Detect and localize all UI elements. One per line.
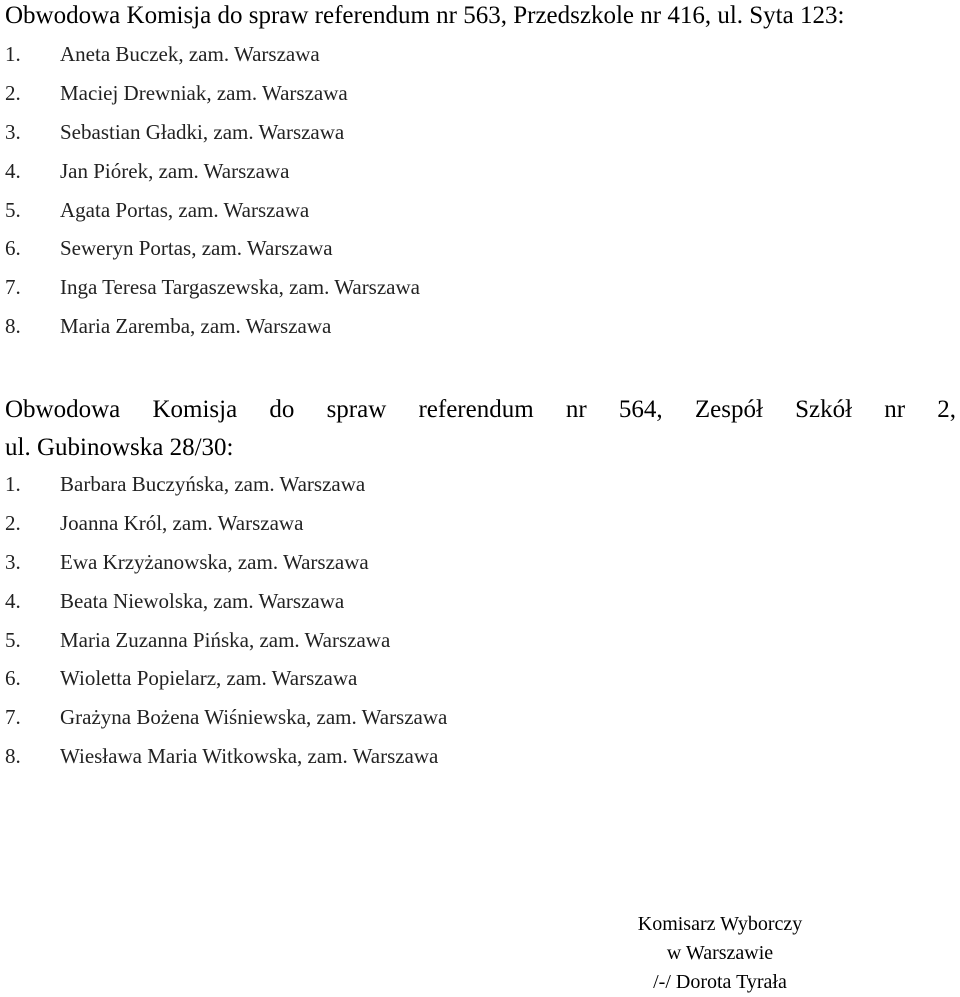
signature-signed: /-/ Dorota Tyrała [653, 971, 787, 993]
member-name: Inga Teresa Targaszewska, zam. Warszawa [60, 275, 420, 300]
list-number: 5. [5, 627, 21, 652]
signature-location: w Warszawie [666, 942, 774, 964]
committee-564-heading-line2: ul. Gubinowska 28/30: [5, 434, 234, 461]
list-number: 1. [5, 472, 21, 496]
list-number: 2. [5, 80, 21, 105]
list-number: 1. [5, 42, 21, 66]
committee-563-heading: Obwodowa Komisja do spraw referendum nr 563, Przedszkole nr 416, ul. Syta 123: [5, 2, 845, 29]
list-number: 4. [5, 158, 21, 183]
member-name: Grażyna Bożena Wiśniewska, zam. Warszawa [60, 705, 448, 730]
member-name: Beata Niewolska, zam. Warszawa [60, 588, 345, 613]
member-name: Maria Zaremba, zam. Warszawa [60, 314, 332, 339]
list-number: 2. [5, 510, 21, 535]
member-name: Agata Portas, zam. Warszawa [60, 197, 310, 222]
member-name: Joanna Król, zam. Warszawa [60, 510, 304, 535]
member-name: Jan Piórek, zam. Warszawa [60, 158, 290, 183]
committee-564-heading-line1: Obwodowa Komisja do spraw referendum nr 564, Zespół Szkół nr 2, [5, 396, 956, 423]
committee-564-heading [5, 391, 956, 467]
member-name: Ewa Krzyżanowska, zam. Warszawa [60, 549, 369, 574]
member-name: Barbara Buczyńska, zam. Warszawa [60, 472, 366, 496]
member-name: Maciej Drewniak, zam. Warszawa [60, 80, 348, 105]
member-name: Wiesława Maria Witkowska, zam. Warszawa [60, 744, 439, 769]
signature-block [600, 910, 840, 997]
member-name: Aneta Buczek, zam. Warszawa [60, 42, 320, 66]
list-number: 3. [5, 119, 21, 144]
member-name: Maria Zuzanna Pińska, zam. Warszawa [60, 627, 391, 652]
member-name: Seweryn Portas, zam. Warszawa [60, 236, 333, 261]
member-name: Sebastian Gładki, zam. Warszawa [60, 119, 345, 144]
list-number: 5. [5, 197, 21, 222]
list-number: 7. [5, 275, 21, 300]
list-number: 3. [5, 549, 21, 574]
list-number: 8. [5, 314, 21, 339]
list-number: 6. [5, 666, 21, 691]
list-number: 6. [5, 236, 21, 261]
list-number: 4. [5, 588, 21, 613]
list-number: 8. [5, 744, 21, 769]
list-number: 7. [5, 705, 21, 730]
member-name: Wioletta Popielarz, zam. Warszawa [60, 666, 358, 691]
signature-title: Komisarz Wyborczy [637, 913, 803, 935]
